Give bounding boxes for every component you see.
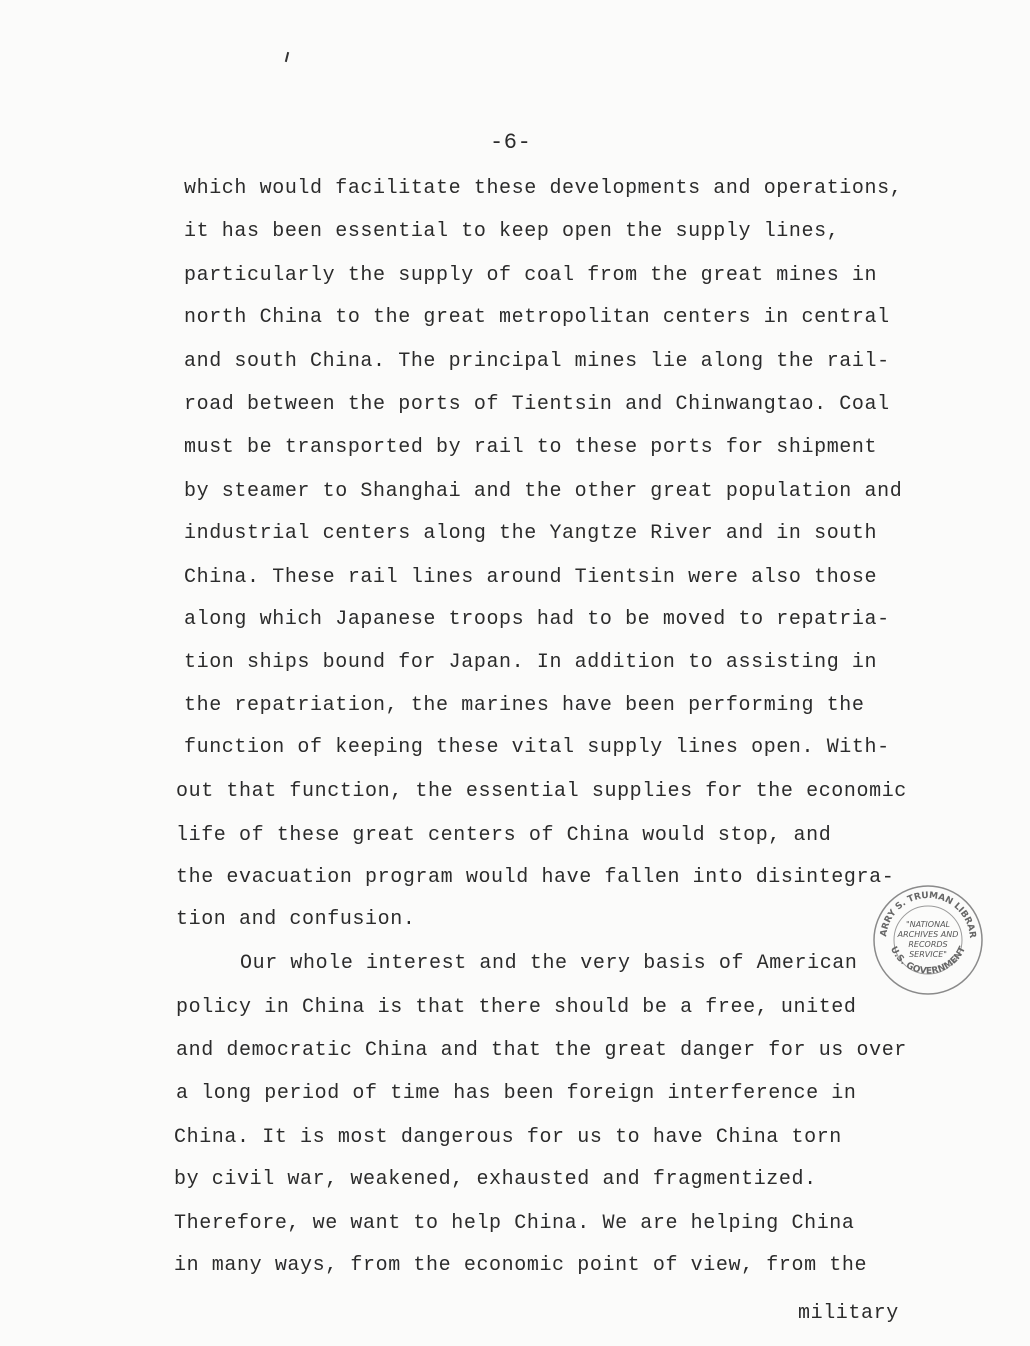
text-line: tion and confusion. [176, 908, 416, 931]
text-line: industrial centers along the Yangtze River and in south [184, 522, 878, 545]
page-number: -6- [490, 130, 532, 155]
stamp-top-text: ARRY S. TRUMAN LIBRAR [879, 890, 978, 939]
text-line: the repatriation, the marines have been performing the [184, 694, 865, 717]
stamp-line: SERVICE" [909, 950, 947, 959]
text-line: by civil war, weakened, exhausted and fragmentized. [174, 1168, 817, 1191]
text-line: along which Japanese troops had to be moved to repatria- [184, 608, 890, 631]
stamp-bottom-text: U.S. GOVERNMENT [887, 945, 969, 977]
text-line: life of these great centers of China would stop, and [176, 824, 832, 847]
text-line: a long period of time has been foreign interference in [176, 1082, 857, 1105]
stamp-center [872, 884, 984, 996]
text-line: the evacuation program would have fallen into disintegra- [176, 866, 895, 889]
text-line: tion ships bound for Japan. In addition to assisting in [184, 651, 878, 674]
text-line: China. It is most dangerous for us to have China torn [174, 1126, 842, 1149]
text-line: out that function, the essential supplies for the economic [176, 780, 907, 803]
stamp-line: ARCHIVES AND [897, 930, 959, 939]
pencil-mark [285, 52, 289, 62]
text-line: north China to the great metropolitan centers in central [184, 306, 890, 329]
stamp-line: RECORDS [908, 940, 948, 949]
text-line: must be transported by rail to these ports for shipment [184, 436, 878, 459]
text-line: Our whole interest and the very basis of American [240, 952, 858, 975]
text-line: China. These rail lines around Tientsin were also those [184, 566, 878, 589]
text-line: it has been essential to keep open the supply lines, [184, 220, 840, 243]
stamp-line: "NATIONAL [905, 920, 950, 929]
text-line: and south China. The principal mines lie along the rail- [184, 350, 890, 373]
text-line: and democratic China and that the great danger for us over [176, 1039, 907, 1062]
text-line: policy in China is that there should be a free, united [176, 996, 857, 1019]
text-line: which would facilitate these developments and operations, [184, 177, 903, 200]
text-line: Therefore, we want to help China. We are helping China [174, 1212, 855, 1235]
archive-stamp [872, 884, 984, 996]
catchword: military [798, 1302, 899, 1325]
text-line: particularly the supply of coal from the great mines in [184, 264, 878, 287]
text-line: road between the ports of Tientsin and Chinwangtao. Coal [184, 393, 890, 416]
text-line: function of keeping these vital supply lines open. With- [184, 736, 890, 759]
text-line: by steamer to Shanghai and the other great population and [184, 480, 903, 503]
text-line: in many ways, from the economic point of view, from the [174, 1254, 868, 1277]
